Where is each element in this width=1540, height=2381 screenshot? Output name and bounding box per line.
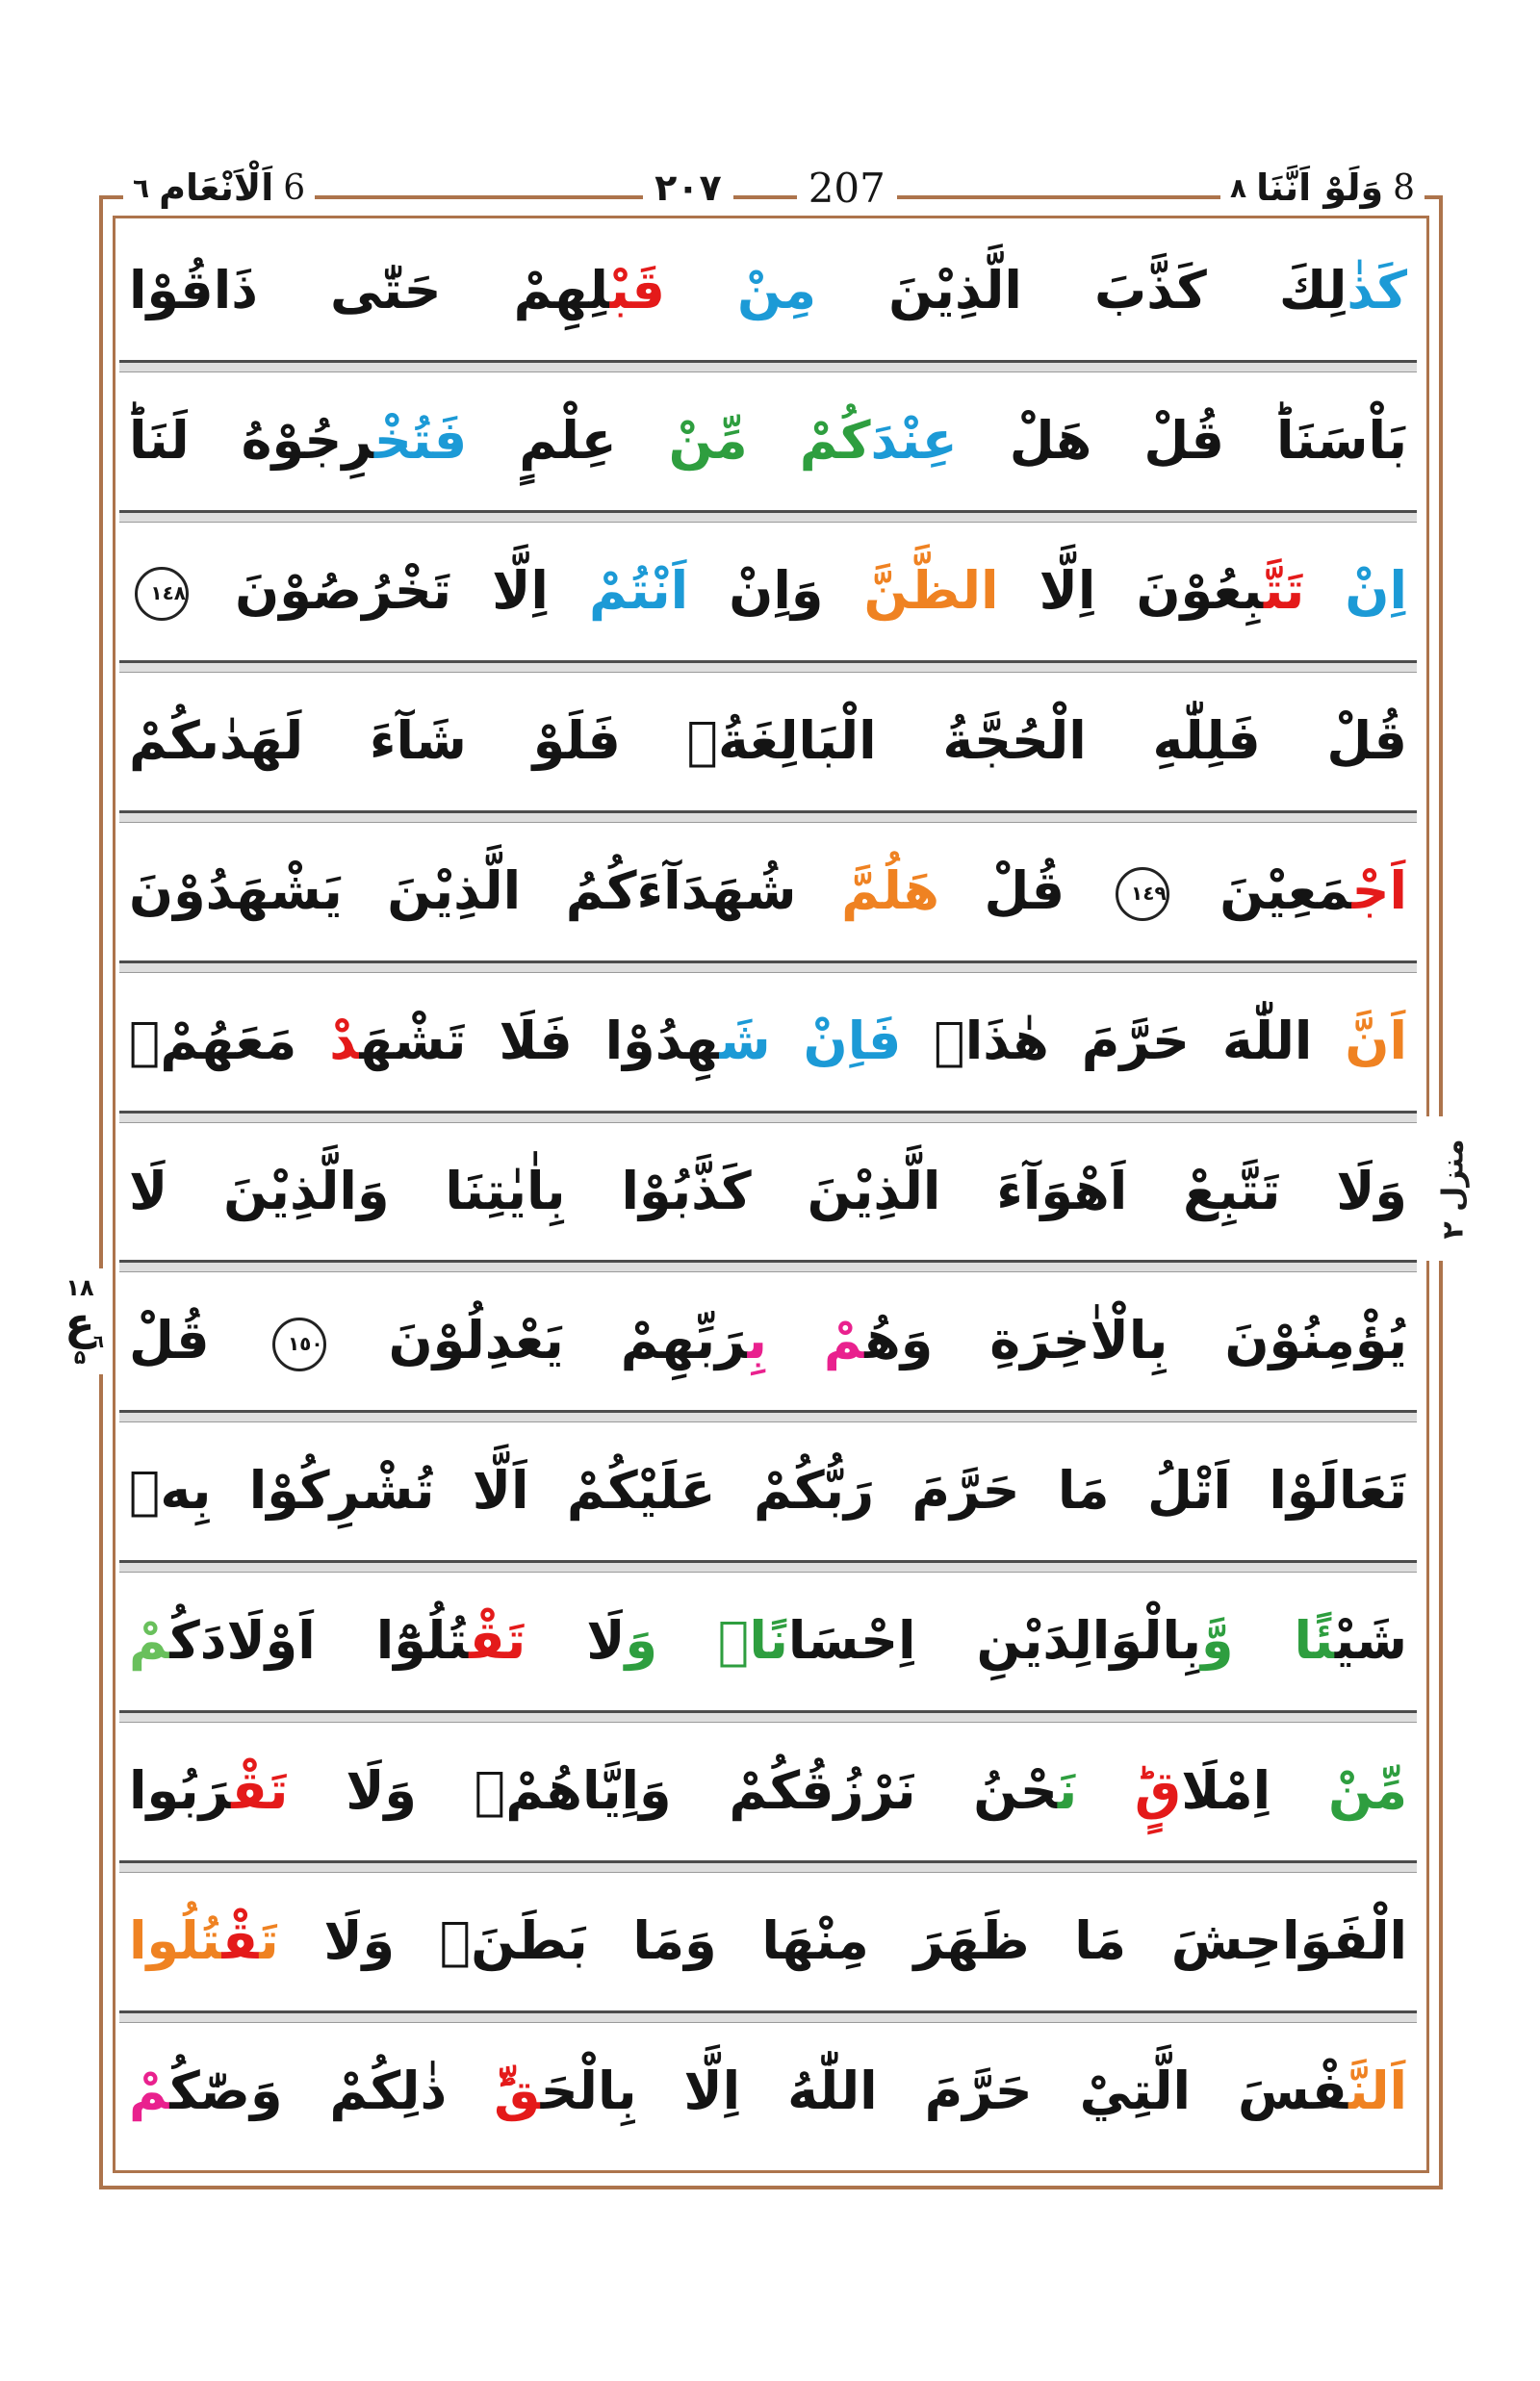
tajweed-segment-red: قٍؕ bbox=[1077, 1760, 1182, 1822]
tajweed-segment-black: ‍بِعُوْنَ اِلَّا bbox=[998, 559, 1264, 621]
tajweed-segment-green: نَ‍ bbox=[1057, 1760, 1078, 1822]
tajweed-segment-black: يُؤْمِنُوْنَ بِالْاٰخِرَةِ وَهُ‍ bbox=[864, 1310, 1408, 1371]
ruku-ain-symbol: ع ٦ bbox=[50, 1301, 110, 1345]
tajweed-segment-black: لَا bbox=[526, 1610, 626, 1672]
tajweed-segment-red: اَجْ‍ bbox=[1351, 859, 1407, 921]
line-separator bbox=[119, 510, 1417, 523]
line-separator bbox=[119, 1710, 1417, 1723]
tajweed-segment-blue: فَتُخْ‍ bbox=[373, 409, 468, 471]
manzil-marker bbox=[1426, 1116, 1480, 1261]
line-separator bbox=[119, 960, 1417, 973]
tajweed-segment-green: نًاۚ وَ bbox=[625, 1610, 788, 1672]
verse-number-badge: ١٤٨ bbox=[135, 567, 189, 621]
header-page-number bbox=[643, 160, 897, 216]
tajweed-segment-black: بَاْسَنَاؕ قُلْ هَلْ bbox=[957, 409, 1407, 471]
tajweed-segment-blue: مِنْ bbox=[665, 260, 817, 321]
quran-line-5 bbox=[119, 823, 1417, 960]
tajweed-segment-black: وَاِنْ bbox=[688, 559, 824, 621]
quran-line-3 bbox=[119, 523, 1417, 660]
tajweed-segment-red: ‍قِّؕ bbox=[447, 2061, 541, 2122]
tajweed-segment-orange: هَلُمَّ bbox=[796, 859, 939, 921]
tajweed-segment-black: تَعَالَوْا اَتْلُ مَا حَرَّمَ رَبُّكُمْ عَلَيْكُمْ اَلَّا تُشْرِكُوْا بِهٖ bbox=[129, 1460, 1407, 1522]
tajweed-segment-red: تَتَّ‍ bbox=[1263, 559, 1305, 621]
ruku-para-count: ۵ bbox=[73, 1345, 87, 1369]
surah-name: اَلْاَنْعَام bbox=[159, 166, 274, 209]
juz-number-arabic: ٨ bbox=[1229, 171, 1247, 204]
page-number-western: 207 bbox=[797, 165, 897, 212]
juz-number-western: 8 bbox=[1393, 167, 1415, 208]
tajweed-segment-black: ‍حْنُ نَرْزُقُكُمْ وَاِيَّاهُمْۚ وَلَا bbox=[288, 1760, 1058, 1822]
quran-line-9 bbox=[119, 1422, 1417, 1560]
tajweed-segment-black: ‍رَبِّهِمْ يَعْدِلُوْنَ bbox=[331, 1310, 748, 1371]
quran-line-6 bbox=[119, 973, 1417, 1111]
tajweed-segment-black: عِلْمٍ bbox=[467, 409, 617, 471]
tajweed-segment-green: ‍ئًا وَّ bbox=[1201, 1610, 1335, 1672]
quran-line-8 bbox=[119, 1272, 1417, 1410]
line-separator bbox=[119, 1260, 1417, 1272]
ruku-ayah-count: ٦ bbox=[93, 1332, 104, 1352]
page-number-arabic: ٢٠٧ bbox=[643, 166, 733, 209]
verse-number-badge: ١٥٠ bbox=[272, 1318, 326, 1371]
line-separator bbox=[119, 660, 1417, 673]
manzil-label: منزل ٢ bbox=[1436, 1138, 1471, 1240]
line-separator bbox=[119, 1560, 1417, 1573]
tajweed-segment-black: ‍هِدُوْا فَلَا تَشْهَ‍ bbox=[359, 1010, 720, 1071]
tajweed-segment-green: مِّنْ bbox=[1270, 1760, 1407, 1822]
quran-line-2 bbox=[119, 372, 1417, 510]
juz-name: وَلَوْ اَنَّنَا bbox=[1256, 166, 1384, 209]
tajweed-segment-blue: عِنْدَ bbox=[870, 409, 958, 471]
tajweed-segment-black: اللّٰهَ حَرَّمَ هٰذَاۚ bbox=[901, 1010, 1313, 1071]
tajweed-segment-black: ‍رَبُوا bbox=[129, 1760, 232, 1822]
ruku-marker bbox=[50, 1268, 110, 1374]
tajweed-segment-orange: اَلنَّ‍ bbox=[1348, 2061, 1407, 2122]
tajweed-segment-black: اِمْلَا bbox=[1181, 1760, 1271, 1822]
tajweed-segment-red: تَقْ‍ bbox=[231, 1760, 289, 1822]
tajweed-segment-blue: اَنْتُمْ bbox=[548, 559, 689, 621]
tajweed-segment-black: بِالْوَالِدَيْنِ اِحْسَا bbox=[787, 1610, 1202, 1672]
tajweed-segment-black: ذٰلِكُمْ وَصّٰكُ‍ bbox=[169, 2061, 448, 2122]
quran-line-12 bbox=[119, 1873, 1417, 2010]
surah-number-western: 6 bbox=[283, 167, 306, 208]
header-surah bbox=[123, 160, 315, 216]
quran-line-1 bbox=[119, 222, 1417, 360]
verse-number-badge: ١٤٩ bbox=[1116, 867, 1169, 921]
surah-number-arabic: ٦ bbox=[133, 171, 150, 204]
tajweed-segment-orange: اَنَّ bbox=[1312, 1010, 1407, 1071]
tajweed-segment-black: ‍مَعِيْنَ bbox=[1174, 859, 1352, 921]
tajweed-segment-black: ‍رِجُوْهُ لَنَاؕ bbox=[129, 409, 374, 471]
line-separator bbox=[119, 1860, 1417, 1873]
tajweed-segment-black: ‍لِهِمْ حَتّٰى ذَاقُوْا bbox=[129, 260, 610, 321]
quran-line-4 bbox=[119, 673, 1417, 810]
tajweed-segment-black: اِلَّا تَخْرُصُوْنَ bbox=[194, 559, 549, 621]
line-separator bbox=[119, 360, 1417, 372]
tajweed-segment-black: ‍فْسَ الَّتِيْ حَرَّمَ اللّٰهُ اِلَّا بِالْحَ‍ bbox=[540, 2061, 1349, 2122]
tajweed-segment-red: قَبْ‍ bbox=[609, 260, 666, 321]
tajweed-segment-lightgreen: ‍مْ bbox=[129, 1610, 170, 1672]
quran-line-7 bbox=[119, 1123, 1417, 1261]
tajweed-segment-blue: اِنْ bbox=[1304, 559, 1407, 621]
line-separator bbox=[119, 2010, 1417, 2023]
tajweed-segment-orange: الظَّنَّ bbox=[823, 559, 999, 621]
tajweed-segment-orange: ‍تُلُوا bbox=[129, 1910, 222, 1972]
tajweed-segment-black: وَلَا تَتَّبِعْ اَهْوَآءَ الَّذِيْنَ كَذَّبُوْا بِاٰيٰتِنَا وَالَّذِيْنَ لَا bbox=[129, 1160, 1407, 1221]
line-separator bbox=[119, 1111, 1417, 1123]
line-separator bbox=[119, 1410, 1417, 1422]
tajweed-segment-blue: كَذٰ bbox=[1347, 260, 1407, 321]
tajweed-segment-black: قُلْ bbox=[129, 1310, 267, 1371]
quran-line-11 bbox=[119, 1723, 1417, 1860]
tajweed-segment-black: شَيْ‍ bbox=[1334, 1610, 1407, 1672]
quran-text-block bbox=[119, 222, 1417, 2161]
quran-line-13 bbox=[119, 2023, 1417, 2161]
header-juz bbox=[1220, 160, 1424, 216]
quran-line-10 bbox=[119, 1573, 1417, 1710]
line-separator bbox=[119, 810, 1417, 823]
tajweed-segment-black: مَعَهُمْۚ bbox=[129, 1010, 297, 1071]
tajweed-segment-red: ‍قْ‍ bbox=[221, 1910, 260, 1972]
ruku-surah-count: ١٨ bbox=[65, 1274, 94, 1301]
tajweed-segment-black: قُلْ فَلِلّٰهِ الْحُجَّةُ الْبَالِغَةُۚ فَلَوْ شَآءَ لَهَدٰىكُمْ bbox=[129, 709, 1407, 771]
tajweed-segment-green: كُمْ مِّنْ bbox=[616, 409, 871, 471]
tajweed-segment-magenta: ‍مْ بِ‍ bbox=[747, 1310, 865, 1371]
tajweed-segment-red: تَقْ‍ bbox=[469, 1610, 526, 1672]
tajweed-segment-black: شُهَدَآءَكُمُ الَّذِيْنَ يَشْهَدُوْنَ bbox=[129, 859, 797, 921]
tajweed-segment-magenta: ‍مْ bbox=[129, 2061, 170, 2122]
tajweed-segment-blue: فَاِنْ شَ‍ bbox=[719, 1010, 902, 1071]
tajweed-segment-black: ‍تُلُوْٓا اَوْلَادَكُ‍ bbox=[169, 1610, 470, 1672]
tajweed-segment-black: قُلْ bbox=[938, 859, 1110, 921]
tajweed-segment-black: الْفَوَاحِشَ مَا ظَهَرَ مِنْهَا وَمَا بَطَنَۚ وَلَا bbox=[278, 1910, 1407, 1972]
tajweed-segment-orange: تَ‍ bbox=[259, 1910, 279, 1972]
tajweed-segment-red: ‍دْ bbox=[296, 1010, 360, 1071]
tajweed-segment-black: لِكَ كَذَّبَ الَّذِيْنَ bbox=[816, 260, 1348, 321]
